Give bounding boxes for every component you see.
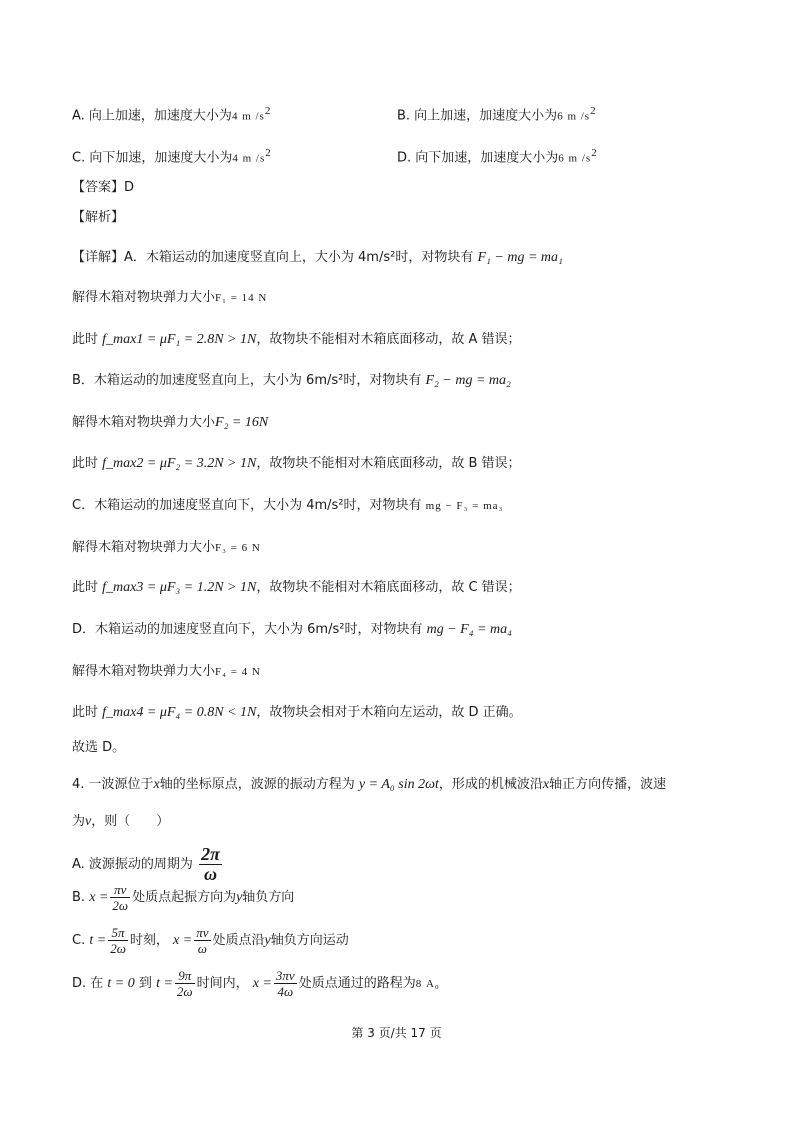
q4-option-c-fraction xyxy=(108,925,128,956)
detail-a-text: 【详解】A．木箱运动的加速度竖直向上，大小为 4m/s²时，对物块有 xyxy=(72,250,474,265)
option-d-sup: 2 xyxy=(591,147,598,159)
option-d xyxy=(397,143,598,168)
q4-option-d-to: 到 xyxy=(138,976,152,991)
detail-a-line2 xyxy=(72,288,267,308)
detail-d-equation: mg − F₄ = ma₄ xyxy=(426,622,512,637)
q4-option-b-text: 处质点起振方向为 xyxy=(132,890,237,905)
q4-option-b-end: 轴负方向 xyxy=(242,890,295,905)
q4-option-a xyxy=(72,845,224,884)
detail-d-line3 xyxy=(72,703,522,723)
q4-stem-b: 轴的坐标原点，波源的振动方程为 xyxy=(159,777,355,792)
q4-stem2-a: 为 xyxy=(72,814,86,829)
analysis-label: 【解析】 xyxy=(72,210,125,225)
option-d-text: D. 向下加速，加速度大小为 xyxy=(397,150,559,166)
detail-b2-eq: F₂ = 16N xyxy=(215,415,269,430)
q4-stem-a: 4. 一波源位于 xyxy=(72,777,154,792)
detail-c3-pre: 此时 xyxy=(72,580,99,595)
frac-num: 9π xyxy=(175,968,195,984)
detail-d3-post: ，故物块会相对于木箱向左运动，故 D 正确。 xyxy=(256,705,522,720)
option-b-sup: 2 xyxy=(590,105,597,117)
option-b-text: B. 向上加速，加速度大小为 xyxy=(397,108,558,124)
frac-num: 3πv xyxy=(275,968,295,983)
frac-num: 2π xyxy=(201,844,220,864)
q4-stem-c: ，形成的机械波沿 xyxy=(438,777,543,792)
q4-option-d-fraction2 xyxy=(274,968,297,999)
option-c-text: C. 向下加速，加速度大小为 xyxy=(72,150,233,166)
option-c-unit: 4 m /s xyxy=(232,152,266,165)
detail-b-line1 xyxy=(72,371,511,391)
q4-option-d-fraction xyxy=(175,968,195,999)
q4-option-c-label: C. xyxy=(72,933,86,948)
detail-c-line2 xyxy=(72,538,261,558)
q4-option-b-fraction xyxy=(110,882,130,913)
detail-c3-eq: f_max3 = μF₃ = 1.2N > 1N xyxy=(102,580,257,595)
detail-c-line3 xyxy=(72,578,521,598)
q4-option-c-text: 处质点沿 xyxy=(212,933,265,948)
detail-a3-post: ，故物块不能相对木箱底面移动，故 A 错误； xyxy=(256,332,521,347)
q4-option-c xyxy=(72,925,349,956)
q4-option-a-text: A. 波源振动的周期为 xyxy=(72,857,193,872)
q4-option-b-label: B. xyxy=(72,890,86,905)
option-c-sup: 2 xyxy=(265,147,272,159)
detail-a-line3 xyxy=(72,330,521,350)
frac-den: 4ω xyxy=(277,984,294,999)
frac-num: πv xyxy=(196,925,209,940)
q4-stem-line2 xyxy=(72,812,169,832)
detail-b3-pre: 此时 xyxy=(72,456,99,471)
detail-b2-text: 解得木箱对物块弹力大小 xyxy=(72,415,216,430)
frac-den: 2ω xyxy=(176,984,193,999)
q4-stem-d: 轴正方向传播，波速 xyxy=(549,777,667,792)
page-footer: 第 3 页/共 17 页 xyxy=(351,1026,442,1040)
option-c xyxy=(72,143,272,168)
detail-b3-post: ，故物块不能相对木箱底面移动，故 B 错误； xyxy=(256,456,521,471)
detail-b-equation: F₂ − mg = ma₂ xyxy=(425,373,511,388)
q4-option-b xyxy=(72,882,294,913)
q4-v-var: v xyxy=(85,814,92,829)
detail-a2-text: 解得木箱对物块弹力大小 xyxy=(72,290,216,305)
q4-option-d-label: D. 在 xyxy=(72,976,104,991)
detail-b3-eq: f_max2 = μF₂ = 3.2N > 1N xyxy=(102,456,257,471)
detail-d3-pre: 此时 xyxy=(72,705,99,720)
q4-option-b-y: y xyxy=(236,890,243,905)
answer-line: 【答案】D xyxy=(72,180,135,195)
q4-option-c-t: t = xyxy=(89,933,107,948)
frac-den: ω xyxy=(197,941,207,956)
q4-option-b-x: x = xyxy=(89,890,109,905)
choose-line: 故选 D。 xyxy=(72,740,126,755)
frac-den: 2ω xyxy=(110,941,126,956)
detail-c3-post: ，故物块不能相对木箱底面移动，故 C 错误； xyxy=(256,580,521,595)
detail-d3-eq: f_max4 = μF₄ = 0.8N < 1N xyxy=(102,705,257,720)
detail-b-line3 xyxy=(72,454,521,474)
detail-a-line1 xyxy=(72,248,563,268)
q4-option-c-fraction2 xyxy=(194,925,210,956)
option-a-sup: 2 xyxy=(264,105,272,117)
q4-option-d-mid: 时间内， xyxy=(196,976,249,991)
detail-a-equation: F₁ − mg = ma₁ xyxy=(477,250,563,265)
frac-num: 5π xyxy=(108,925,128,941)
detail-d2-eq: F₄ = 4 N xyxy=(215,666,261,678)
q4-option-d-t: t = xyxy=(156,976,173,991)
q4-option-d-value: 8 A₀ xyxy=(415,978,440,990)
detail-d-line1 xyxy=(72,620,512,640)
q4-stem-line1 xyxy=(72,775,666,795)
option-d-unit: 6 m /s xyxy=(558,152,592,165)
detail-a3-pre: 此时 xyxy=(72,332,99,347)
frac-den: ω xyxy=(203,864,217,884)
q4-x-var2: x xyxy=(542,777,550,792)
detail-b-text: B．木箱运动的加速度竖直向上，大小为 6m/s²时，对物块有 xyxy=(72,373,422,388)
detail-d-text: D．木箱运动的加速度竖直向下，大小为 6m/s²时，对物块有 xyxy=(72,622,423,637)
detail-c2-eq: F₃ = 6 N xyxy=(215,542,261,554)
q4-option-c-y: y xyxy=(264,933,271,948)
q4-option-d-x: x = xyxy=(252,976,272,991)
detail-d-line2 xyxy=(72,662,261,682)
q4-option-c-end: 轴负方向运动 xyxy=(270,933,349,948)
detail-b-line2 xyxy=(72,413,268,433)
option-a xyxy=(72,101,271,126)
option-b xyxy=(397,101,597,126)
detail-c2-text: 解得木箱对物块弹力大小 xyxy=(72,540,216,555)
frac-num: πv xyxy=(110,882,130,898)
detail-a3-eq: f_max1 = μF₁ = 2.8N > 1N xyxy=(102,332,257,347)
q4-option-a-fraction xyxy=(199,845,222,884)
detail-c-text: C．木箱运动的加速度竖直向下，大小为 4m/s²时，对物块有 xyxy=(72,498,422,513)
option-a-text: A. 向上加速，加速度大小为 xyxy=(72,108,232,124)
detail-a2-eq: F₁ = 14 N xyxy=(215,292,268,304)
q4-wave-equation: y = A₀ sin 2ωt xyxy=(358,777,439,792)
detail-c-line1 xyxy=(72,496,503,516)
q4-option-c-mid: 时刻， xyxy=(129,933,169,948)
q4-option-d xyxy=(72,968,440,999)
q4-option-c-x: x = xyxy=(173,933,193,948)
detail-c-equation: mg − F₃ = ma₃ xyxy=(425,500,504,512)
q4-stem2-b: ，则（ ） xyxy=(91,814,170,829)
option-b-unit: 6 m /s xyxy=(557,110,591,123)
detail-d2-text: 解得木箱对物块弹力大小 xyxy=(72,664,216,679)
q4-x-var: x xyxy=(153,777,160,792)
q4-option-d-t0: t = 0 xyxy=(107,976,135,991)
q4-option-d-text: 处质点通过的路程为 xyxy=(298,976,416,991)
frac-den: 2ω xyxy=(112,898,129,913)
option-a-unit: 4 m /s xyxy=(231,110,265,123)
